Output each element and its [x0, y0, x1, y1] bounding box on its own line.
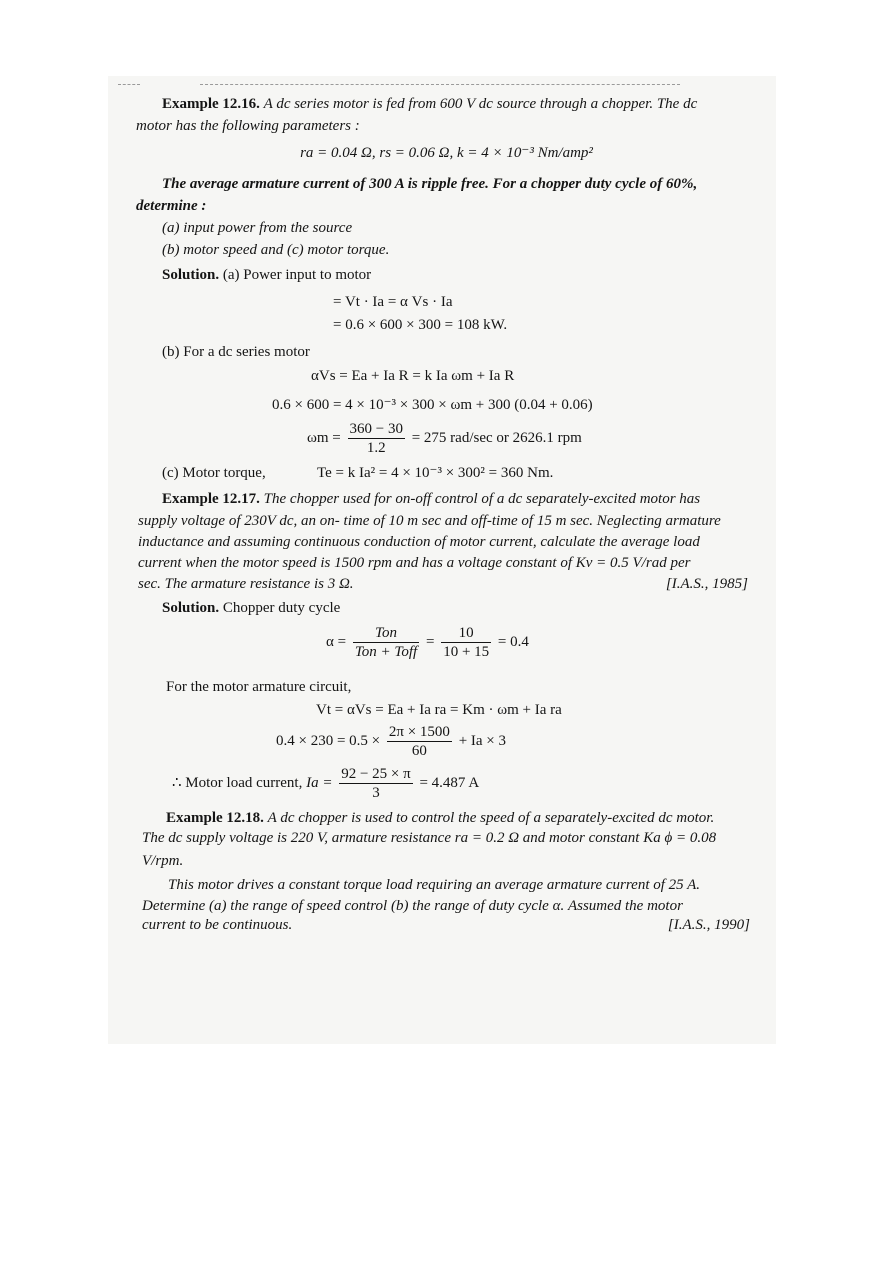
problem-statement: V/rpm.	[142, 853, 184, 869]
equation: Te = k Ia² = 4 × 10⁻³ × 300² = 360 Nm.	[317, 465, 554, 481]
problem-statement: Determine (a) the range of speed control (b) the range of duty cycle α. Assumed the motor	[142, 898, 683, 914]
example-heading: Example 12.17.	[162, 491, 260, 507]
solution-text: For the motor armature circuit,	[166, 679, 352, 695]
fraction	[339, 765, 413, 802]
problem-statement: The chopper used for on-off control of a dc separately-excited motor has	[263, 491, 701, 507]
problem-statement: A dc series motor is fed from 600 V dc source through a chopper. The dc	[263, 96, 698, 112]
numerator: 10	[441, 624, 491, 643]
equation-lhs: α =	[326, 633, 347, 650]
problem-statement: current to be continuous.	[142, 917, 293, 933]
equation-rhs: + Ia × 3	[458, 732, 507, 749]
denominator: 3	[372, 785, 380, 801]
equation: = Vt · Ia = α Vs · Ia	[333, 294, 453, 310]
problem-statement: motor has the following parameters :	[136, 118, 360, 134]
solution-text: (b) For a dc series motor	[162, 344, 310, 360]
fraction-equation: α = $\frac{\text{Ton}}{\text{Ton + Toff}}$ = $\frac{10}{10 + 15}$ = 0.4	[326, 625, 529, 660]
example-12-17-intro	[162, 487, 700, 511]
example-12-16-intro	[162, 92, 697, 116]
problem-statement: This motor drives a constant torque load requiring an average armature current of 25 A.	[168, 877, 701, 893]
denominator: 1.2	[366, 440, 386, 456]
equation-rhs: = 275 rad/sec or 2626.1 rpm	[411, 429, 582, 446]
denominator: 60	[411, 743, 427, 759]
problem-statement: determine :	[136, 198, 207, 214]
task-item: (a) input power from the source	[162, 220, 353, 236]
denominator: 10 + 15	[443, 644, 490, 660]
header-rule	[118, 84, 140, 85]
problem-statement: The dc supply voltage is 220 V, armature resistance ra = 0.2 Ω and motor constant Ka ϕ = 0.08	[142, 830, 717, 846]
task-item: (b) motor speed and (c) motor torque.	[162, 242, 390, 258]
fraction	[348, 420, 405, 457]
equation-lhs: Ia =	[306, 774, 333, 791]
reference: [I.A.S., 1990]	[667, 917, 750, 933]
numerator: Ton	[353, 624, 419, 643]
equation: αVs = Ea + Ia R = k Ia ωm + Ia R	[311, 368, 515, 384]
equation-lhs: 0.4 × 230 = 0.5 ×	[276, 732, 381, 749]
equation-rhs: = 0.4	[497, 633, 529, 650]
solution-label: Solution.	[162, 600, 220, 616]
solution-text: (c) Motor torque,	[162, 465, 266, 481]
fraction-equation	[172, 765, 479, 802]
problem-statement: supply voltage of 230V dc, an on- time of 10 m sec and off-time of 15 m sec. Neglecting armature	[138, 513, 721, 529]
equation: Vt = αVs = Ea + Ia ra = Km · ωm + Ia ra	[316, 702, 562, 718]
fraction	[387, 723, 452, 760]
example-heading: Example 12.16.	[162, 96, 260, 112]
problem-statement: A dc chopper is used to control the speed of a separately-excited dc motor.	[267, 810, 715, 826]
numerator: 2π × 1500	[388, 724, 450, 740]
numerator: 92 − 25 × π	[341, 766, 411, 782]
equation: = 0.6 × 600 × 300 = 108 kW.	[333, 317, 508, 333]
numerator: 360 − 30	[349, 421, 403, 437]
fraction	[353, 624, 419, 661]
problem-statement: The average armature current of 300 A is ripple free. For a chopper duty cycle of 60%,	[162, 176, 698, 192]
equation: 0.6 × 600 = 4 × 10⁻³ × 300 × ωm + 300 (0.04 + 0.06)	[272, 397, 593, 413]
problem-statement: sec. The armature resistance is 3 Ω.	[138, 576, 354, 592]
fraction-equation	[276, 723, 506, 760]
denominator: Ton + Toff	[354, 644, 418, 660]
example-heading: Example 12.18.	[166, 810, 264, 826]
solution-text: (a) Power input to motor	[222, 267, 372, 283]
solution-line	[162, 596, 340, 620]
equation-rhs: = 4.487 A	[419, 774, 480, 791]
solution-text: ∴ Motor load current,	[172, 774, 303, 791]
equation-lhs: ωm =	[307, 429, 341, 446]
header-rule	[200, 84, 680, 85]
parameters-equation: ra = 0.04 Ω, rs = 0.06 Ω, k = 4 × 10⁻³ Nm/amp²	[300, 145, 593, 161]
fraction-equation	[307, 420, 582, 457]
solution-text: Chopper duty cycle	[222, 600, 341, 616]
solution-label: Solution.	[162, 267, 220, 283]
reference: [I.A.S., 1985]	[665, 576, 748, 592]
problem-statement: inductance and assuming continuous conduction of motor current, calculate the average load	[138, 534, 700, 550]
fraction	[441, 624, 491, 661]
problem-statement: current when the motor speed is 1500 rpm and has a voltage constant of Kv = 0.5 V/rad per	[138, 555, 691, 571]
solution-line	[162, 263, 371, 287]
